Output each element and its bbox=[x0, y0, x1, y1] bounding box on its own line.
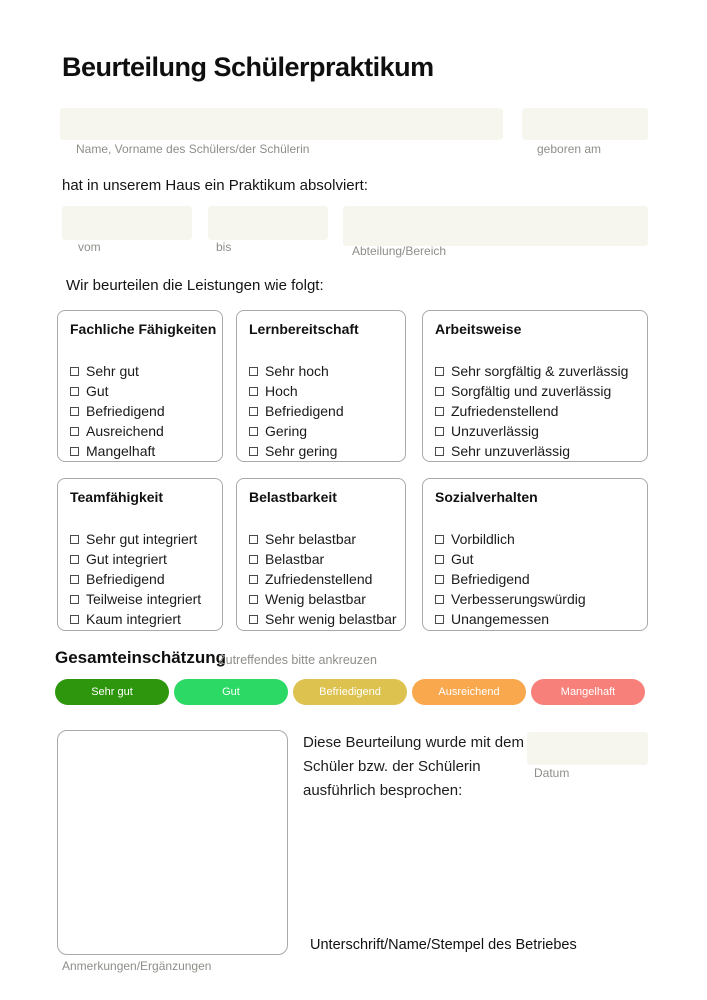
checkbox-label: Mangelhaft bbox=[86, 443, 156, 459]
checkbox-icon bbox=[435, 555, 444, 564]
checkbox-option[interactable] bbox=[435, 529, 635, 549]
checkbox-option[interactable] bbox=[249, 401, 393, 421]
checkbox-icon bbox=[435, 387, 444, 396]
checkbox-option[interactable] bbox=[435, 421, 635, 441]
checkbox-label: Gering bbox=[265, 423, 308, 439]
checkbox-label: Sehr unzuverlässig bbox=[451, 443, 571, 459]
assessment-box-teamfaehigkeit bbox=[57, 478, 223, 631]
checkbox-icon bbox=[70, 387, 79, 396]
checkbox-icon bbox=[249, 367, 258, 376]
assessment-box-belastbarkeit bbox=[236, 478, 406, 631]
checkbox-label: Gut bbox=[86, 383, 109, 399]
checkbox-option[interactable] bbox=[249, 441, 393, 461]
checkbox-option[interactable] bbox=[435, 549, 635, 569]
overall-option-ausreichend[interactable]: Ausreichend bbox=[412, 679, 526, 705]
checkbox-icon bbox=[70, 575, 79, 584]
checkbox-icon bbox=[70, 427, 79, 436]
checkbox-icon bbox=[70, 447, 79, 456]
overall-hint: Zutreffendes bitte ankreuzen bbox=[218, 653, 377, 667]
signature-label: Unterschrift/Name/Stempel des Betriebes bbox=[310, 937, 577, 953]
checkbox-label: Sehr gut integriert bbox=[86, 531, 198, 547]
notes-textarea[interactable] bbox=[57, 730, 288, 955]
checkbox-option[interactable] bbox=[435, 361, 635, 381]
checkbox-label: Kaum integriert bbox=[86, 611, 181, 627]
checkbox-option[interactable] bbox=[249, 609, 397, 629]
overall-title: Gesamteinschätzung bbox=[55, 648, 226, 667]
checkbox-label: Sehr sorgfältig & zuverlässig bbox=[451, 363, 629, 379]
checkbox-icon bbox=[249, 615, 258, 624]
checkbox-icon bbox=[435, 575, 444, 584]
checkbox-icon bbox=[435, 427, 444, 436]
checkbox-label: Unzuverlässig bbox=[451, 423, 539, 439]
checkbox-label: Verbesserungswürdig bbox=[451, 591, 586, 607]
overall-option-gut[interactable]: Gut bbox=[174, 679, 288, 705]
overall-option-sehr-gut[interactable]: Sehr gut bbox=[55, 679, 169, 705]
checkbox-icon bbox=[70, 615, 79, 624]
checkbox-icon bbox=[70, 595, 79, 604]
checkbox-label: Sorgfältig und zuverlässig bbox=[451, 383, 612, 399]
page-title: Beurteilung Schülerpraktikum bbox=[62, 52, 434, 82]
checkbox-icon bbox=[249, 447, 258, 456]
checkbox-option[interactable] bbox=[70, 609, 210, 629]
checkbox-option[interactable] bbox=[435, 609, 635, 629]
checkbox-option[interactable] bbox=[249, 421, 393, 441]
checkbox-option[interactable] bbox=[249, 361, 393, 381]
born-date-label: geboren am bbox=[537, 142, 602, 156]
checkbox-label: Sehr hoch bbox=[265, 363, 329, 379]
checkbox-option[interactable] bbox=[70, 361, 210, 381]
assessment-box-arbeitsweise bbox=[422, 310, 648, 462]
checkbox-option[interactable] bbox=[249, 381, 393, 401]
checkbox-option[interactable] bbox=[249, 569, 393, 589]
student-name-label: Name, Vorname des Schülers/der Schülerin bbox=[76, 142, 310, 156]
checkbox-label: Zufriedenstellend bbox=[451, 403, 559, 419]
checkbox-option[interactable] bbox=[435, 441, 635, 461]
internship-intro-text: hat in unserem Haus ein Praktikum absolviert: bbox=[62, 177, 368, 194]
to-date-input[interactable] bbox=[208, 206, 328, 240]
checkbox-label: Sehr belastbar bbox=[265, 531, 357, 547]
checkbox-icon bbox=[70, 367, 79, 376]
checkbox-option[interactable] bbox=[70, 549, 210, 569]
assessment-box-fachliche-faehigkeiten bbox=[57, 310, 223, 462]
assessment-intro-text: Wir beurteilen die Leistungen wie folgt: bbox=[66, 277, 324, 294]
checkbox-option[interactable] bbox=[70, 529, 210, 549]
checkbox-option[interactable] bbox=[70, 401, 210, 421]
checkbox-label: Sehr gering bbox=[265, 443, 338, 459]
department-label: Abteilung/Bereich bbox=[352, 244, 447, 258]
checkbox-option[interactable] bbox=[70, 589, 210, 609]
checkbox-label: Gut integriert bbox=[86, 551, 167, 567]
checkbox-option[interactable] bbox=[435, 589, 635, 609]
checkbox-icon bbox=[70, 535, 79, 544]
notes-label: Anmerkungen/Ergänzungen bbox=[62, 959, 212, 973]
checkbox-label: Befriedigend bbox=[86, 403, 165, 419]
checkbox-label: Teilweise integriert bbox=[86, 591, 202, 607]
checkbox-option[interactable] bbox=[249, 589, 393, 609]
checkbox-icon bbox=[435, 615, 444, 624]
checkbox-option[interactable] bbox=[70, 421, 210, 441]
assessment-box-lernbereitschaft bbox=[236, 310, 406, 462]
checkbox-option[interactable] bbox=[70, 441, 210, 461]
checkbox-icon bbox=[249, 555, 258, 564]
checkbox-label: Ausreichend bbox=[86, 423, 164, 439]
to-date-label: bis bbox=[216, 240, 232, 254]
checkbox-option[interactable] bbox=[70, 381, 210, 401]
born-date-input[interactable] bbox=[522, 108, 648, 140]
box-title: Fachliche Fähigkeiten bbox=[70, 321, 217, 337]
checkbox-icon bbox=[435, 407, 444, 416]
date-label: Datum bbox=[534, 766, 570, 780]
student-name-input[interactable] bbox=[60, 108, 503, 140]
checkbox-label: Gut bbox=[451, 551, 474, 567]
checkbox-icon bbox=[435, 447, 444, 456]
checkbox-label: Sehr gut bbox=[86, 363, 139, 379]
checkbox-label: Vorbildlich bbox=[451, 531, 515, 547]
checkbox-icon bbox=[435, 535, 444, 544]
overall-option-mangelhaft[interactable]: Mangelhaft bbox=[531, 679, 645, 705]
date-input[interactable] bbox=[527, 732, 648, 765]
checkbox-label: Befriedigend bbox=[265, 403, 344, 419]
from-date-input[interactable] bbox=[62, 206, 192, 240]
checkbox-option[interactable] bbox=[435, 569, 635, 589]
box-title: Arbeitsweise bbox=[435, 321, 522, 337]
checkbox-icon bbox=[249, 387, 258, 396]
box-title: Sozialverhalten bbox=[435, 489, 538, 505]
checkbox-option[interactable] bbox=[249, 529, 393, 549]
checkbox-icon bbox=[249, 407, 258, 416]
checkbox-icon bbox=[435, 595, 444, 604]
checkbox-label: Befriedigend bbox=[86, 571, 165, 587]
checkbox-label: Unangemessen bbox=[451, 611, 550, 627]
checkbox-option[interactable] bbox=[70, 569, 210, 589]
checkbox-option[interactable] bbox=[249, 549, 393, 569]
box-title: Teamfähigkeit bbox=[70, 489, 164, 505]
checkbox-icon bbox=[249, 535, 258, 544]
checkbox-label: Sehr wenig belastbar bbox=[265, 611, 397, 627]
department-input[interactable] bbox=[343, 206, 648, 246]
checkbox-option[interactable] bbox=[435, 381, 635, 401]
checkbox-label: Hoch bbox=[265, 383, 298, 399]
checkbox-icon bbox=[249, 427, 258, 436]
checkbox-icon bbox=[70, 407, 79, 416]
overall-option-befriedigend[interactable]: Befriedigend bbox=[293, 679, 407, 705]
assessment-box-sozialverhalten bbox=[422, 478, 648, 631]
checkbox-icon bbox=[249, 575, 258, 584]
checkbox-label: Belastbar bbox=[265, 551, 325, 567]
checkbox-label: Befriedigend bbox=[451, 571, 530, 587]
checkbox-icon bbox=[435, 367, 444, 376]
discussion-text: Diese Beurteilung wurde mit dem Schüler bzw. der Schülerin ausführlich besprochen: bbox=[303, 734, 524, 799]
checkbox-icon bbox=[249, 595, 258, 604]
box-title: Lernbereitschaft bbox=[249, 321, 359, 337]
from-date-label: vom bbox=[78, 240, 101, 254]
checkbox-option[interactable] bbox=[435, 401, 635, 421]
checkbox-icon bbox=[70, 555, 79, 564]
checkbox-label: Zufriedenstellend bbox=[265, 571, 373, 587]
box-title: Belastbarkeit bbox=[249, 489, 337, 505]
checkbox-label: Wenig belastbar bbox=[265, 591, 366, 607]
